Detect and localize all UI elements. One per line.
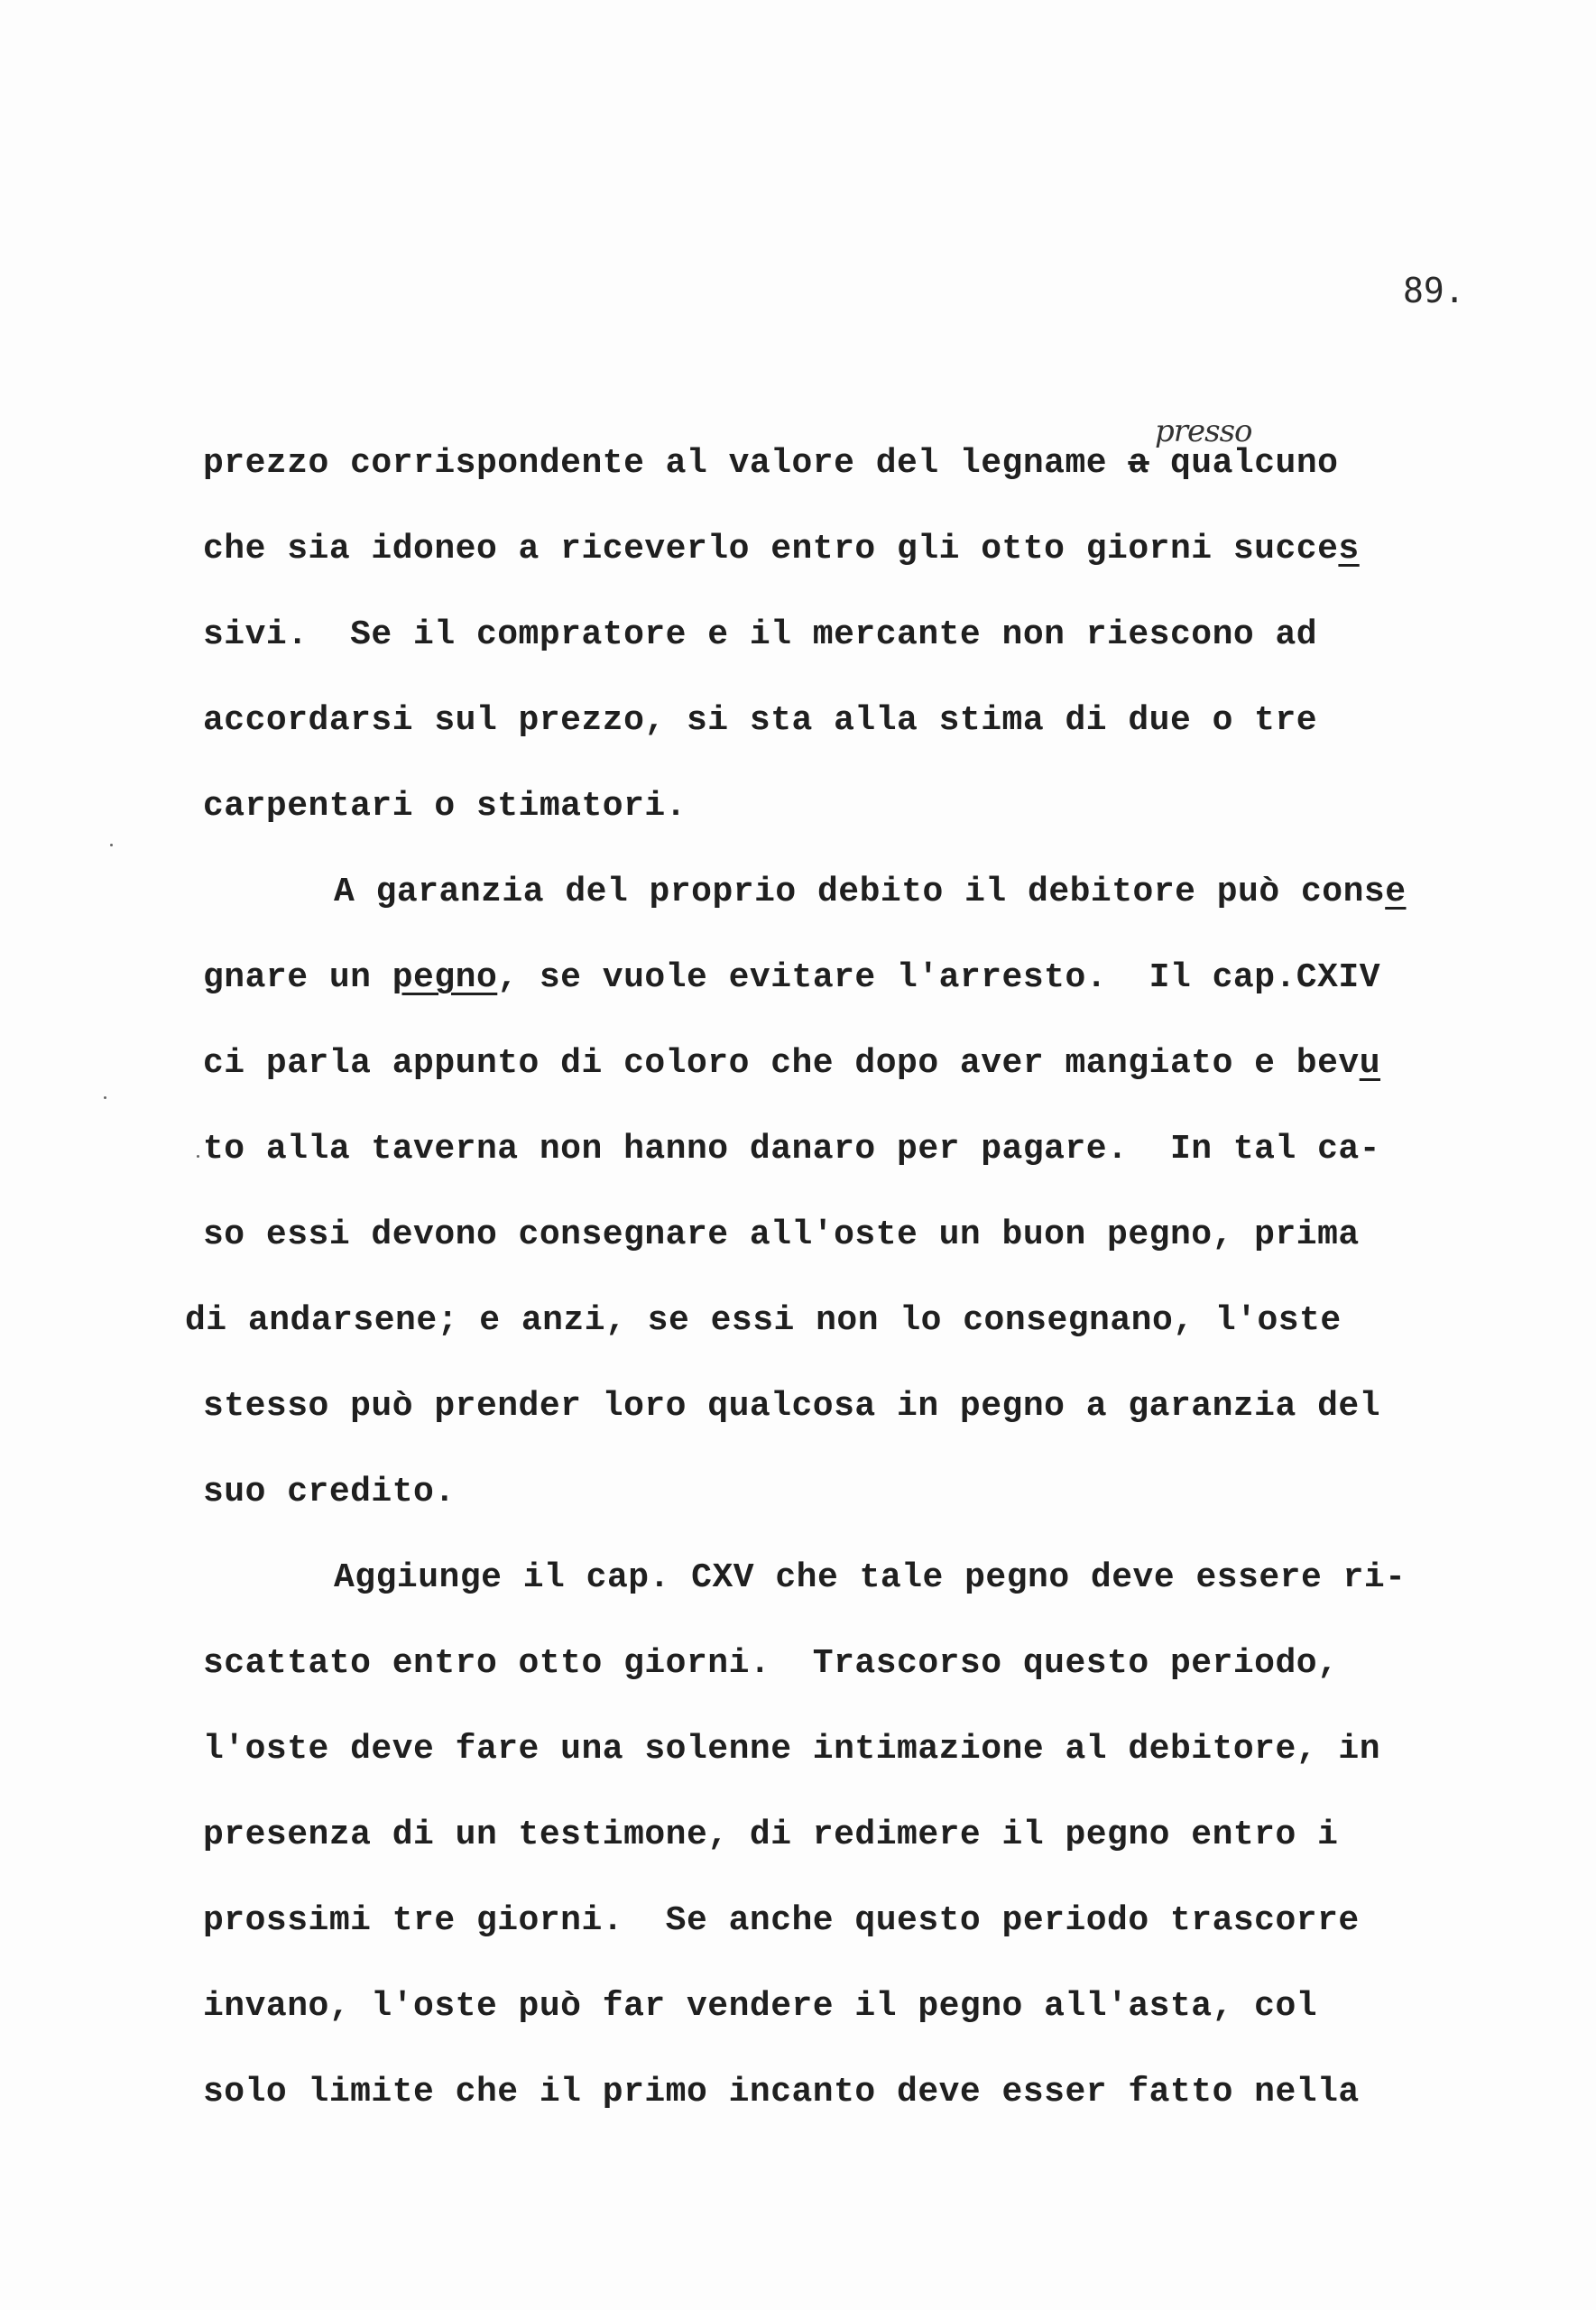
- text-line-2: [203, 528, 1360, 571]
- text-line-11: di andarsene; e anzi, se essi non lo consegnano, l'oste: [185, 1301, 1342, 1340]
- text-line-15: scattato entro otto giorni. Trascorso questo periodo,: [203, 1644, 1339, 1683]
- text-line-6: [334, 871, 1407, 914]
- underlined-segment: pegno: [392, 958, 498, 997]
- text-line-14: Aggiunge il cap. CXV che tale pegno deve essere ri-: [334, 1558, 1407, 1597]
- text-segment: che sia idoneo a riceverlo entro gli otto giorni succe: [203, 530, 1339, 568]
- text-line-16: l'oste deve fare una solenne intimazione al debitore, in: [203, 1730, 1381, 1769]
- text-segment: gnare un: [203, 958, 392, 997]
- scan-speck: [110, 844, 113, 846]
- struck-word: a: [1128, 444, 1149, 483]
- text-line-10: so essi devono consegnare all'oste un buon pegno, prima: [203, 1215, 1360, 1254]
- text-line-13: suo credito.: [203, 1473, 456, 1511]
- underlined-segment: e: [1385, 873, 1407, 911]
- text-line-12: stesso può prender loro qualcosa in pegno a garanzia del: [203, 1387, 1381, 1426]
- text-segment: prezzo corrispondente al valore del legname: [203, 444, 1129, 483]
- text-segment: A garanzia del proprio debito il debitore può cons: [334, 873, 1386, 911]
- text-line-4: accordarsi sul prezzo, si sta alla stima di due o tre: [203, 701, 1318, 740]
- text-line-17: presenza di un testimone, di redimere il pegno entro i: [203, 1816, 1339, 1854]
- handwritten-insertion: presso: [1155, 413, 1252, 449]
- text-line-3: sivi. Se il compratore e il mercante non riescono ad: [203, 615, 1318, 654]
- text-line-19: invano, l'oste può far vendere il pegno all'asta, col: [203, 1987, 1318, 2026]
- text-line-1: [203, 442, 1338, 485]
- scan-speck: [197, 1155, 199, 1158]
- text-line-5: carpentari o stimatori.: [203, 787, 687, 826]
- text-line-18: prossimi tre giorni. Se anche questo periodo trascorre: [203, 1901, 1360, 1940]
- text-segment: qualcuno: [1149, 444, 1339, 483]
- text-segment: ci parla appunto di coloro che dopo aver mangiato e bev: [203, 1044, 1360, 1083]
- text-segment: , se vuole evitare l'arresto. Il cap.CXIV: [497, 958, 1381, 997]
- text-line-8: [203, 1042, 1380, 1086]
- text-line-20: solo limite che il primo incanto deve esser fatto nella: [203, 2073, 1360, 2111]
- page-number: 89.: [1403, 271, 1465, 310]
- text-line-9: to alla taverna non hanno danaro per pagare. In tal ca-: [203, 1130, 1381, 1169]
- scan-speck: [104, 1096, 106, 1099]
- text-line-7: [203, 956, 1380, 1000]
- underlined-segment: s: [1338, 530, 1360, 568]
- underlined-segment: u: [1359, 1044, 1381, 1083]
